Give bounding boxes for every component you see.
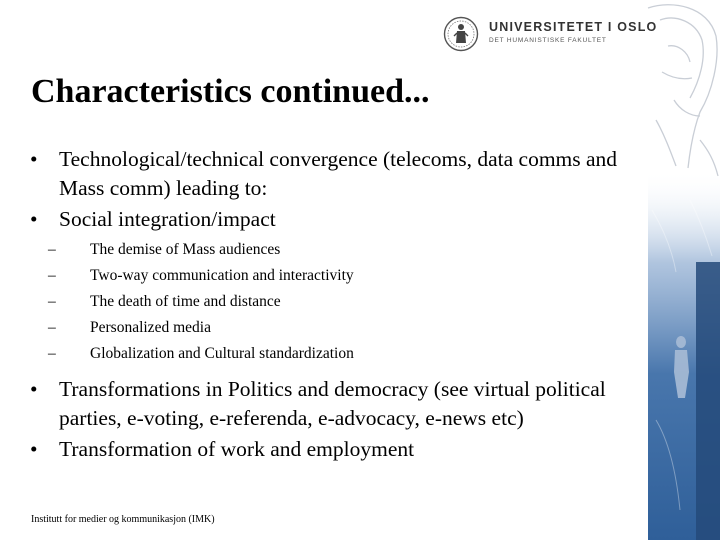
- sub-bullet-text: The death of time and distance: [90, 293, 281, 310]
- bullet-item: [30, 375, 642, 433]
- dash-glyph: –: [48, 319, 56, 336]
- sub-bullet-item: [30, 263, 642, 289]
- sub-bullet-item: [30, 289, 642, 315]
- sub-bullet-item: [30, 237, 642, 263]
- bullet-text: Transformations in Politics and democracy (see virtual political parties, e-voting, e-referenda, e-advocacy, e-news etc): [59, 377, 606, 430]
- bullet-glyph: •: [30, 377, 38, 401]
- sub-bullet-list: [30, 237, 642, 367]
- dash-glyph: –: [48, 345, 56, 362]
- footer-text: Institutt for medier og kommunikasjon (IMK): [31, 514, 215, 525]
- sketch-head-illustration: [648, 5, 718, 176]
- bullet-glyph: •: [30, 207, 38, 231]
- bullet-item: [30, 435, 642, 464]
- dash-glyph: –: [48, 241, 56, 258]
- bullet-item: [30, 205, 642, 234]
- sub-bullet-item: [30, 315, 642, 341]
- bullet-text: Technological/technical convergence (telecoms, data comms and Mass comm) leading to:: [59, 147, 618, 200]
- dash-glyph: –: [48, 267, 56, 284]
- sub-bullet-text: Two-way communication and interactivity: [90, 267, 354, 284]
- bullet-text: Transformation of work and employment: [59, 437, 415, 461]
- bullet-item: [30, 145, 642, 203]
- faculty-name: DET HUMANISTISKE FAKULTET: [489, 37, 607, 44]
- university-name: UNIVERSITETET I OSLO: [489, 20, 658, 34]
- sub-bullet-text: The demise of Mass audiences: [90, 241, 281, 258]
- slide-body: [30, 145, 642, 466]
- bullet-glyph: •: [30, 147, 38, 171]
- dash-glyph: –: [48, 293, 56, 310]
- slide-title: Characteristics continued...: [31, 73, 430, 110]
- university-seal-icon: [443, 14, 479, 54]
- sub-bullet-text: Globalization and Cultural standardization: [90, 345, 354, 362]
- sub-bullet-item: [30, 341, 642, 367]
- university-logo: [443, 14, 658, 54]
- dark-band: [696, 262, 720, 540]
- bullet-text: Social integration/impact: [59, 207, 276, 231]
- sub-bullet-text: Personalized media: [90, 319, 211, 336]
- bullet-glyph: •: [30, 437, 38, 461]
